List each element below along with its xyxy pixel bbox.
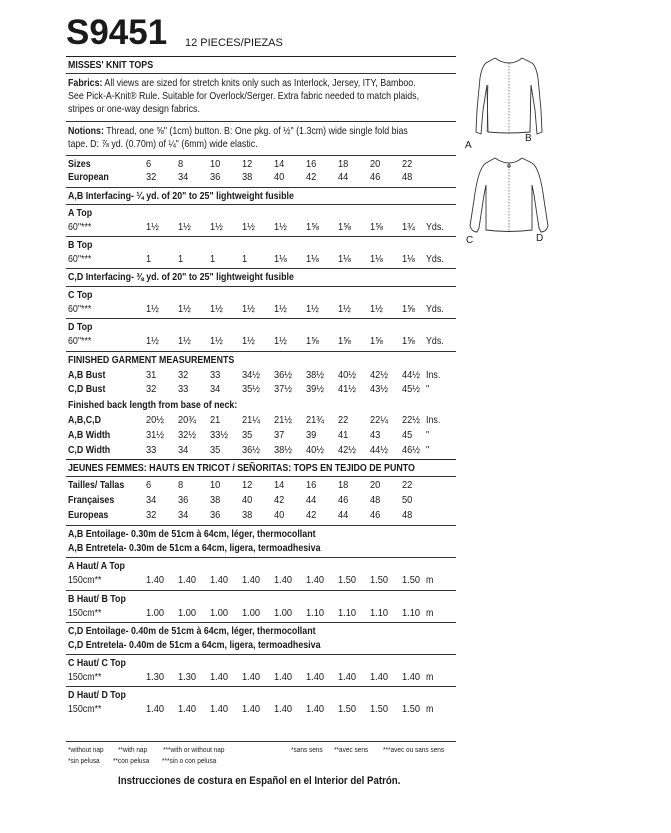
row-unit: Ins. bbox=[426, 415, 441, 426]
notions-paragraph bbox=[68, 125, 455, 151]
jeunes-title: JEUNES FEMMES: HAUTS EN TRICOT / SEÑORITAS: TOPS EN TEJIDO DE PUNTO bbox=[68, 463, 415, 474]
table-cell: 33 bbox=[146, 445, 157, 456]
table-cell: 18 bbox=[338, 159, 349, 170]
table-cell: 33½ bbox=[210, 430, 229, 441]
table-cell: 46 bbox=[370, 172, 381, 183]
table-cell: 1.00 bbox=[146, 608, 165, 619]
table-cell: 40 bbox=[242, 495, 253, 506]
interfacing-ab bbox=[68, 191, 294, 202]
table-cell: 36 bbox=[210, 172, 221, 183]
a-haut-row bbox=[68, 575, 468, 588]
table-cell: 1.40 bbox=[370, 672, 389, 683]
d-haut-row bbox=[68, 704, 468, 717]
table-cell: 32 bbox=[146, 510, 157, 521]
divider bbox=[66, 155, 456, 156]
divider bbox=[66, 318, 456, 319]
d-top-row bbox=[68, 336, 468, 349]
table-cell: 40 bbox=[274, 172, 285, 183]
table-cell: 1 bbox=[178, 254, 184, 265]
sizes-row bbox=[68, 159, 468, 172]
row-label: A,B Bust bbox=[68, 370, 106, 381]
view-cd-drawing bbox=[470, 158, 548, 232]
table-cell: 22¼ bbox=[370, 415, 389, 426]
francaises-row bbox=[68, 495, 468, 508]
table-cell: 32 bbox=[146, 172, 157, 183]
fabrics-line: stripes or one-way design fabrics. bbox=[68, 104, 200, 115]
table-cell: 1½ bbox=[242, 304, 255, 315]
table-cell: 38½ bbox=[274, 445, 293, 456]
table-cell: 1⅛ bbox=[338, 254, 351, 265]
table-cell: 6 bbox=[146, 159, 152, 170]
table-cell: 1.40 bbox=[210, 704, 229, 715]
divider bbox=[66, 459, 456, 460]
table-cell: 33 bbox=[210, 370, 221, 381]
table-cell: 1⅛ bbox=[370, 254, 383, 265]
divider bbox=[66, 121, 456, 122]
view-ab-drawing bbox=[476, 58, 542, 134]
row-unit: Ins. bbox=[426, 370, 441, 381]
table-cell: 6 bbox=[146, 480, 152, 491]
row-unit: Yds. bbox=[426, 254, 444, 265]
table-cell: 1.40 bbox=[242, 672, 261, 683]
divider bbox=[66, 187, 456, 188]
table-cell: 1½ bbox=[242, 222, 255, 233]
ab-bust-row bbox=[68, 370, 468, 383]
notions-lead: Notions: bbox=[68, 126, 104, 137]
table-cell: 44 bbox=[338, 510, 349, 521]
row-unit: " bbox=[426, 384, 430, 395]
table-cell: 1½ bbox=[178, 304, 191, 315]
divider bbox=[66, 204, 456, 205]
table-cell: 43½ bbox=[370, 384, 389, 395]
europeas-row bbox=[68, 510, 468, 523]
table-cell: 20 bbox=[370, 480, 381, 491]
table-cell: 10 bbox=[210, 480, 221, 491]
table-cell: 21¼ bbox=[242, 415, 261, 426]
table-cell: 42 bbox=[306, 172, 317, 183]
table-cell: 1½ bbox=[306, 304, 319, 315]
table-cell: 1.40 bbox=[242, 575, 261, 586]
footnote-es-2: **con pelusa bbox=[113, 756, 150, 765]
row-unit: Yds. bbox=[426, 304, 444, 315]
table-cell: 22 bbox=[402, 159, 413, 170]
table-cell: 20 bbox=[370, 159, 381, 170]
row-label: C,D Bust bbox=[68, 384, 106, 395]
table-cell: 38 bbox=[242, 172, 253, 183]
table-cell: 48 bbox=[402, 172, 413, 183]
table-cell: 1.40 bbox=[306, 704, 325, 715]
table-cell: 34 bbox=[210, 384, 221, 395]
abcd-length-row bbox=[68, 415, 468, 428]
table-cell: 1.10 bbox=[306, 608, 325, 619]
view-label-c: C bbox=[466, 235, 474, 246]
table-cell: 1.00 bbox=[242, 608, 261, 619]
row-label: A,B,C,D bbox=[68, 415, 101, 426]
table-cell: 1⅝ bbox=[306, 336, 319, 347]
table-cell: 1.10 bbox=[402, 608, 421, 619]
divider bbox=[66, 351, 456, 352]
table-cell: 21 bbox=[210, 415, 221, 426]
divider bbox=[66, 236, 456, 237]
table-cell: 43 bbox=[370, 430, 381, 441]
table-cell: 38½ bbox=[306, 370, 325, 381]
cd-width-row bbox=[68, 445, 468, 458]
table-cell: 1.40 bbox=[210, 672, 229, 683]
table-cell: 22 bbox=[402, 480, 413, 491]
table-cell: 1.00 bbox=[210, 608, 229, 619]
divider bbox=[66, 686, 456, 687]
interfacing-ab-text: A,B Interfacing- ¼ yd. of 20" to 25" lightweight fusible bbox=[68, 191, 294, 202]
table-cell: 39½ bbox=[306, 384, 325, 395]
table-cell: 1.10 bbox=[338, 608, 357, 619]
table-cell: 1⅝ bbox=[338, 336, 351, 347]
notions-line: tape. D: ⅞ yd. (0.70m) of ¼" (6mm) wide elastic. bbox=[68, 139, 258, 150]
table-cell: 39 bbox=[306, 430, 317, 441]
table-cell: 35 bbox=[210, 445, 221, 456]
back-length-title: Finished back length from base of neck: bbox=[68, 400, 238, 411]
table-cell: 41 bbox=[338, 430, 349, 441]
table-cell: 34 bbox=[146, 495, 157, 506]
table-cell: 42 bbox=[306, 510, 317, 521]
table-cell: 1.00 bbox=[274, 608, 293, 619]
table-cell: 34½ bbox=[242, 370, 261, 381]
footnote-es-3: ***sin o con pelusa bbox=[162, 756, 217, 765]
table-cell: 1 bbox=[242, 254, 248, 265]
b-haut-row bbox=[68, 608, 468, 621]
table-cell: 50 bbox=[402, 495, 413, 506]
footnote-en-2: **with nap bbox=[118, 745, 148, 754]
table-cell: 20½ bbox=[146, 415, 165, 426]
divider bbox=[66, 476, 456, 477]
c-haut-title: C Haut/ C Top bbox=[68, 658, 126, 669]
table-cell: 1⅝ bbox=[402, 336, 415, 347]
row-unit: m bbox=[426, 672, 434, 683]
table-cell: 1⅝ bbox=[338, 222, 351, 233]
table-cell: 16 bbox=[306, 159, 317, 170]
table-cell: 1.40 bbox=[178, 704, 197, 715]
row-unit: m bbox=[426, 704, 434, 715]
row-label: Françaises bbox=[68, 495, 115, 506]
footnote-fr-3: ***avec ou sans sens bbox=[383, 745, 445, 754]
table-cell: 16 bbox=[306, 480, 317, 491]
table-cell: 36 bbox=[178, 495, 189, 506]
table-cell: 20¾ bbox=[178, 415, 197, 426]
b-haut-title: B Haut/ B Top bbox=[68, 594, 126, 605]
table-cell: 1⅛ bbox=[402, 254, 415, 265]
row-label: 150cm** bbox=[68, 575, 102, 586]
table-cell: 42½ bbox=[370, 370, 389, 381]
row-label: 60"*** bbox=[68, 304, 92, 315]
table-cell: 45½ bbox=[402, 384, 421, 395]
row-unit: Yds. bbox=[426, 336, 444, 347]
table-cell: 1.40 bbox=[306, 575, 325, 586]
table-cell: 1.50 bbox=[370, 704, 389, 715]
table-cell: 22½ bbox=[402, 415, 421, 426]
table-cell: 46 bbox=[338, 495, 349, 506]
table-cell: 38 bbox=[210, 495, 221, 506]
divider bbox=[66, 286, 456, 287]
table-cell: 1½ bbox=[338, 304, 351, 315]
table-cell: 1.30 bbox=[146, 672, 165, 683]
table-cell: 42½ bbox=[338, 445, 357, 456]
view-label-d: D bbox=[536, 233, 544, 244]
row-label: European bbox=[68, 172, 109, 183]
divider bbox=[66, 73, 456, 74]
table-cell: 40½ bbox=[306, 445, 325, 456]
a-top-row bbox=[68, 222, 468, 235]
a-top-title: A Top bbox=[68, 208, 93, 219]
table-cell: 8 bbox=[178, 159, 184, 170]
table-cell: 46 bbox=[370, 510, 381, 521]
table-cell: 1.40 bbox=[306, 672, 325, 683]
table-cell: 1½ bbox=[146, 222, 159, 233]
footnote-en-3: ***with or without nap bbox=[163, 745, 225, 754]
table-cell: 14 bbox=[274, 480, 285, 491]
table-cell: 46½ bbox=[402, 445, 421, 456]
divider bbox=[66, 525, 456, 526]
b-top-row bbox=[68, 254, 468, 267]
table-cell: 31 bbox=[146, 370, 157, 381]
table-cell: 1.40 bbox=[146, 704, 165, 715]
table-cell: 1⅝ bbox=[370, 222, 383, 233]
spanish-instructions-note: Instrucciones de costura en Español en el Interior del Patrón. bbox=[118, 775, 401, 787]
table-cell: 1.50 bbox=[370, 575, 389, 586]
table-cell: 1⅛ bbox=[274, 254, 287, 265]
view-label-a: A bbox=[465, 140, 472, 151]
row-label: Tailles/ Tallas bbox=[68, 480, 125, 491]
table-cell: 1⅝ bbox=[370, 336, 383, 347]
divider bbox=[66, 590, 456, 591]
table-cell: 31½ bbox=[146, 430, 165, 441]
table-cell: 44½ bbox=[402, 370, 421, 381]
entoilage-ab-2: A,B Entretela- 0.30m de 51cm a 64cm, ligera, termoadhesiva bbox=[68, 543, 321, 554]
table-cell: 1 bbox=[210, 254, 216, 265]
row-label: Europeas bbox=[68, 510, 109, 521]
table-cell: 10 bbox=[210, 159, 221, 170]
table-cell: 35 bbox=[242, 430, 253, 441]
table-cell: 1.50 bbox=[338, 704, 357, 715]
divider bbox=[66, 741, 456, 742]
table-cell: 33 bbox=[178, 384, 189, 395]
divider bbox=[66, 268, 456, 269]
table-cell: 37 bbox=[274, 430, 285, 441]
table-cell: 1.40 bbox=[402, 672, 421, 683]
table-cell: 1½ bbox=[210, 222, 223, 233]
row-label: 60"*** bbox=[68, 222, 92, 233]
technical-drawings bbox=[462, 50, 562, 250]
table-cell: 1.30 bbox=[178, 672, 197, 683]
table-cell: 1.40 bbox=[146, 575, 165, 586]
table-cell: 45 bbox=[402, 430, 413, 441]
fabrics-lead: Fabrics: bbox=[68, 78, 103, 89]
table-cell: 34 bbox=[178, 172, 189, 183]
table-cell: 37½ bbox=[274, 384, 293, 395]
table-cell: 21¾ bbox=[306, 415, 325, 426]
divider bbox=[66, 622, 456, 623]
entoilage-ab-1: A,B Entoilage- 0.30m de 51cm à 64cm, léger, thermocollant bbox=[68, 529, 316, 540]
table-cell: 1.40 bbox=[274, 704, 293, 715]
table-cell: 41½ bbox=[338, 384, 357, 395]
table-cell: 1.10 bbox=[370, 608, 389, 619]
view-label-b: B bbox=[525, 133, 532, 144]
table-cell: 1⅛ bbox=[306, 254, 319, 265]
d-haut-title: D Haut/ D Top bbox=[68, 690, 126, 701]
table-cell: 1.50 bbox=[402, 704, 421, 715]
table-cell: 44 bbox=[306, 495, 317, 506]
entoilage-cd-1: C,D Entoilage- 0.40m de 51cm à 64cm, léger, thermocollant bbox=[68, 626, 316, 637]
divider bbox=[66, 654, 456, 655]
table-cell: 40 bbox=[274, 510, 285, 521]
table-cell: 1½ bbox=[210, 336, 223, 347]
table-cell: 34 bbox=[178, 445, 189, 456]
table-cell: 1.00 bbox=[178, 608, 197, 619]
pieces-count: 12 PIECES/PIEZAS bbox=[185, 37, 283, 49]
table-cell: 1.50 bbox=[338, 575, 357, 586]
table-cell: 1½ bbox=[274, 336, 287, 347]
table-cell: 32 bbox=[178, 370, 189, 381]
table-cell: 1½ bbox=[210, 304, 223, 315]
table-cell: 12 bbox=[242, 159, 253, 170]
table-cell: 32 bbox=[146, 384, 157, 395]
table-cell: 1 bbox=[146, 254, 152, 265]
row-unit: " bbox=[426, 445, 430, 456]
table-cell: 1½ bbox=[178, 222, 191, 233]
fabrics-line: All views are sized for stretch knits only such as Interlock, Jersey, ITY, Bamboo. bbox=[102, 78, 416, 89]
pattern-number: S9451 bbox=[66, 13, 168, 52]
fabrics-paragraph bbox=[68, 77, 455, 116]
row-label: C,D Width bbox=[68, 445, 111, 456]
cd-bust-row bbox=[68, 384, 468, 397]
title: MISSES' KNIT TOPS bbox=[68, 60, 154, 71]
table-cell: 1.40 bbox=[210, 575, 229, 586]
table-cell: 21½ bbox=[274, 415, 293, 426]
row-label: Sizes bbox=[68, 159, 91, 170]
table-cell: 1½ bbox=[146, 304, 159, 315]
finished-title: FINISHED GARMENT MEASUREMENTS bbox=[68, 355, 235, 366]
row-label: 150cm** bbox=[68, 672, 102, 683]
table-cell: 18 bbox=[338, 480, 349, 491]
table-cell: 1⅝ bbox=[402, 304, 415, 315]
interfacing-cd: C,D Interfacing- ⅜ yd. of 20" to 25" lightweight fusible bbox=[68, 272, 294, 283]
table-cell: 22 bbox=[338, 415, 349, 426]
table-cell: 1.40 bbox=[242, 704, 261, 715]
c-haut-row bbox=[68, 672, 468, 685]
tailles-row bbox=[68, 480, 468, 493]
table-cell: 36 bbox=[210, 510, 221, 521]
table-cell: 48 bbox=[370, 495, 381, 506]
notions-line: Thread, one ⅝" (1cm) button. B: One pkg. of ½" (1.3cm) wide single fold bias bbox=[103, 126, 408, 137]
footnote-es-1: *sin pelusa bbox=[68, 756, 100, 765]
footnote-en-1: *without nap bbox=[68, 745, 104, 754]
table-cell: 1.40 bbox=[274, 672, 293, 683]
table-cell: 1½ bbox=[146, 336, 159, 347]
row-unit: Yds. bbox=[426, 222, 444, 233]
table-cell: 1½ bbox=[242, 336, 255, 347]
row-label: 60"*** bbox=[68, 336, 92, 347]
table-cell: 40½ bbox=[338, 370, 357, 381]
row-label: A,B Width bbox=[68, 430, 111, 441]
fabrics-line: See Pick-A-Knit® Rule. Suitable for Overlock/Serger. Extra fabric needed to match plaids, bbox=[68, 91, 420, 102]
table-cell: 44½ bbox=[370, 445, 389, 456]
table-cell: 34 bbox=[178, 510, 189, 521]
table-cell: 44 bbox=[338, 172, 349, 183]
european-row bbox=[68, 172, 468, 185]
table-cell: 1½ bbox=[370, 304, 383, 315]
ab-width-row bbox=[68, 430, 468, 443]
header bbox=[66, 13, 283, 52]
c-top-row bbox=[68, 304, 468, 317]
footnote-fr-2: **avec sens bbox=[334, 745, 369, 754]
table-cell: 1⅝ bbox=[306, 222, 319, 233]
table-cell: 1.40 bbox=[274, 575, 293, 586]
row-unit: " bbox=[426, 430, 430, 441]
table-cell: 1½ bbox=[178, 336, 191, 347]
table-cell: 14 bbox=[274, 159, 285, 170]
entoilage-cd-2: C,D Entretela- 0.40m de 51cm a 64cm, ligera, termoadhesiva bbox=[68, 640, 321, 651]
a-haut-title: A Haut/ A Top bbox=[68, 561, 125, 572]
row-unit: m bbox=[426, 608, 434, 619]
row-label: 150cm** bbox=[68, 608, 102, 619]
row-label: 150cm** bbox=[68, 704, 102, 715]
table-cell: 32½ bbox=[178, 430, 197, 441]
table-cell: 1½ bbox=[274, 222, 287, 233]
row-label: 60"*** bbox=[68, 254, 92, 265]
table-cell: 1.50 bbox=[402, 575, 421, 586]
table-cell: 36½ bbox=[242, 445, 261, 456]
divider bbox=[66, 56, 456, 57]
divider bbox=[66, 557, 456, 558]
table-cell: 12 bbox=[242, 480, 253, 491]
footnote-fr-1: *sans sens bbox=[291, 745, 323, 754]
table-cell: 1½ bbox=[274, 304, 287, 315]
d-top-title: D Top bbox=[68, 322, 93, 333]
table-cell: 48 bbox=[402, 510, 413, 521]
row-unit: m bbox=[426, 575, 434, 586]
table-cell: 36½ bbox=[274, 370, 293, 381]
table-cell: 1.40 bbox=[178, 575, 197, 586]
table-cell: 38 bbox=[242, 510, 253, 521]
table-cell: 1.40 bbox=[338, 672, 357, 683]
table-cell: 8 bbox=[178, 480, 184, 491]
table-cell: 1¾ bbox=[402, 222, 415, 233]
table-cell: 42 bbox=[274, 495, 285, 506]
table-cell: 35½ bbox=[242, 384, 261, 395]
b-top-title: B Top bbox=[68, 240, 93, 251]
c-top-title: C Top bbox=[68, 290, 93, 301]
